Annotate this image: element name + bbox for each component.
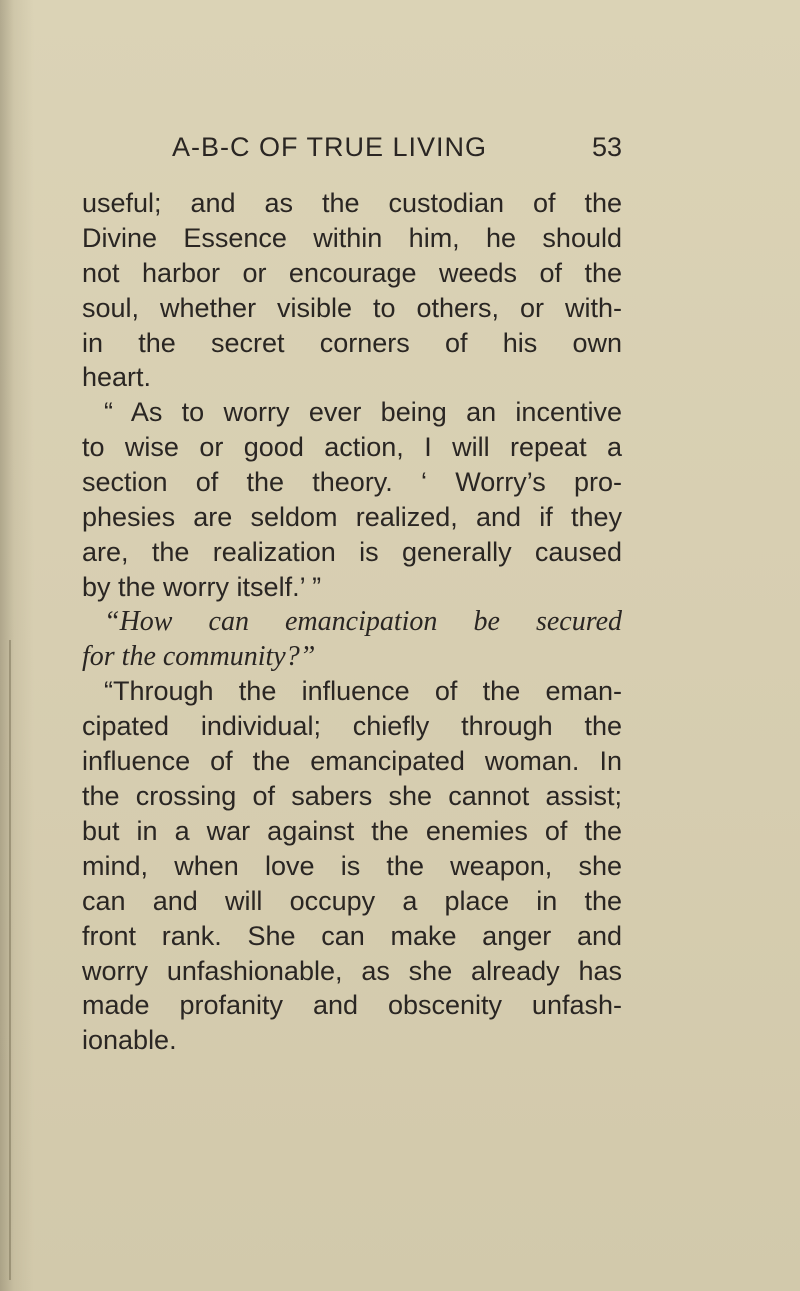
text-line: made profanity and obscenity unfash-: [82, 990, 622, 1021]
text-line: front rank. She can make anger and: [82, 920, 622, 951]
text-line: can and will occupy a place in the: [82, 885, 622, 916]
page-number: 53: [591, 132, 622, 162]
text-line: phesies are seldom realized, and if they: [82, 502, 622, 533]
text-line: mind, when love is the weapon, she: [82, 850, 622, 881]
text-line: influence of the emancipated woman. In: [82, 746, 622, 777]
text-line: to wise or good action, I will repeat a: [82, 432, 622, 463]
text-line: cipated individual; chiefly through the: [82, 711, 622, 742]
text-line: ionable.: [82, 1025, 177, 1056]
text-line: useful; and as the custodian of the: [82, 188, 622, 218]
binding-shadow: [9, 640, 11, 1280]
text-line: by the worry itself.’ ”: [82, 571, 322, 602]
text-line: “Through the influence of the eman-: [104, 676, 622, 707]
running-title: A-B-C OF TRUE LIVING: [172, 132, 488, 162]
text-line: soul, whether visible to others, or with-: [82, 292, 622, 323]
text-line: the crossing of sabers she cannot assist;: [82, 781, 622, 812]
text-line: section of the theory. ‘ Worry’s pro-: [82, 467, 622, 498]
text-line: “ As to worry ever being an incentive: [104, 397, 622, 428]
text-line: in the secret corners of his own: [82, 327, 622, 358]
body-text: [82, 186, 622, 1058]
text-line: “How can emancipation be secured: [104, 605, 622, 637]
text-line: worry unfashionable, as she already has: [82, 955, 622, 986]
text-line: are, the realization is generally caused: [82, 536, 622, 567]
text-line: but in a war against the enemies of the: [82, 816, 622, 847]
text-line: for the community?”: [82, 640, 316, 672]
running-header: [172, 132, 632, 172]
text-line: heart.: [82, 362, 152, 393]
text-line: Divine Essence within him, he should: [82, 222, 622, 253]
text-line: not harbor or encourage weeds of the: [82, 257, 622, 288]
